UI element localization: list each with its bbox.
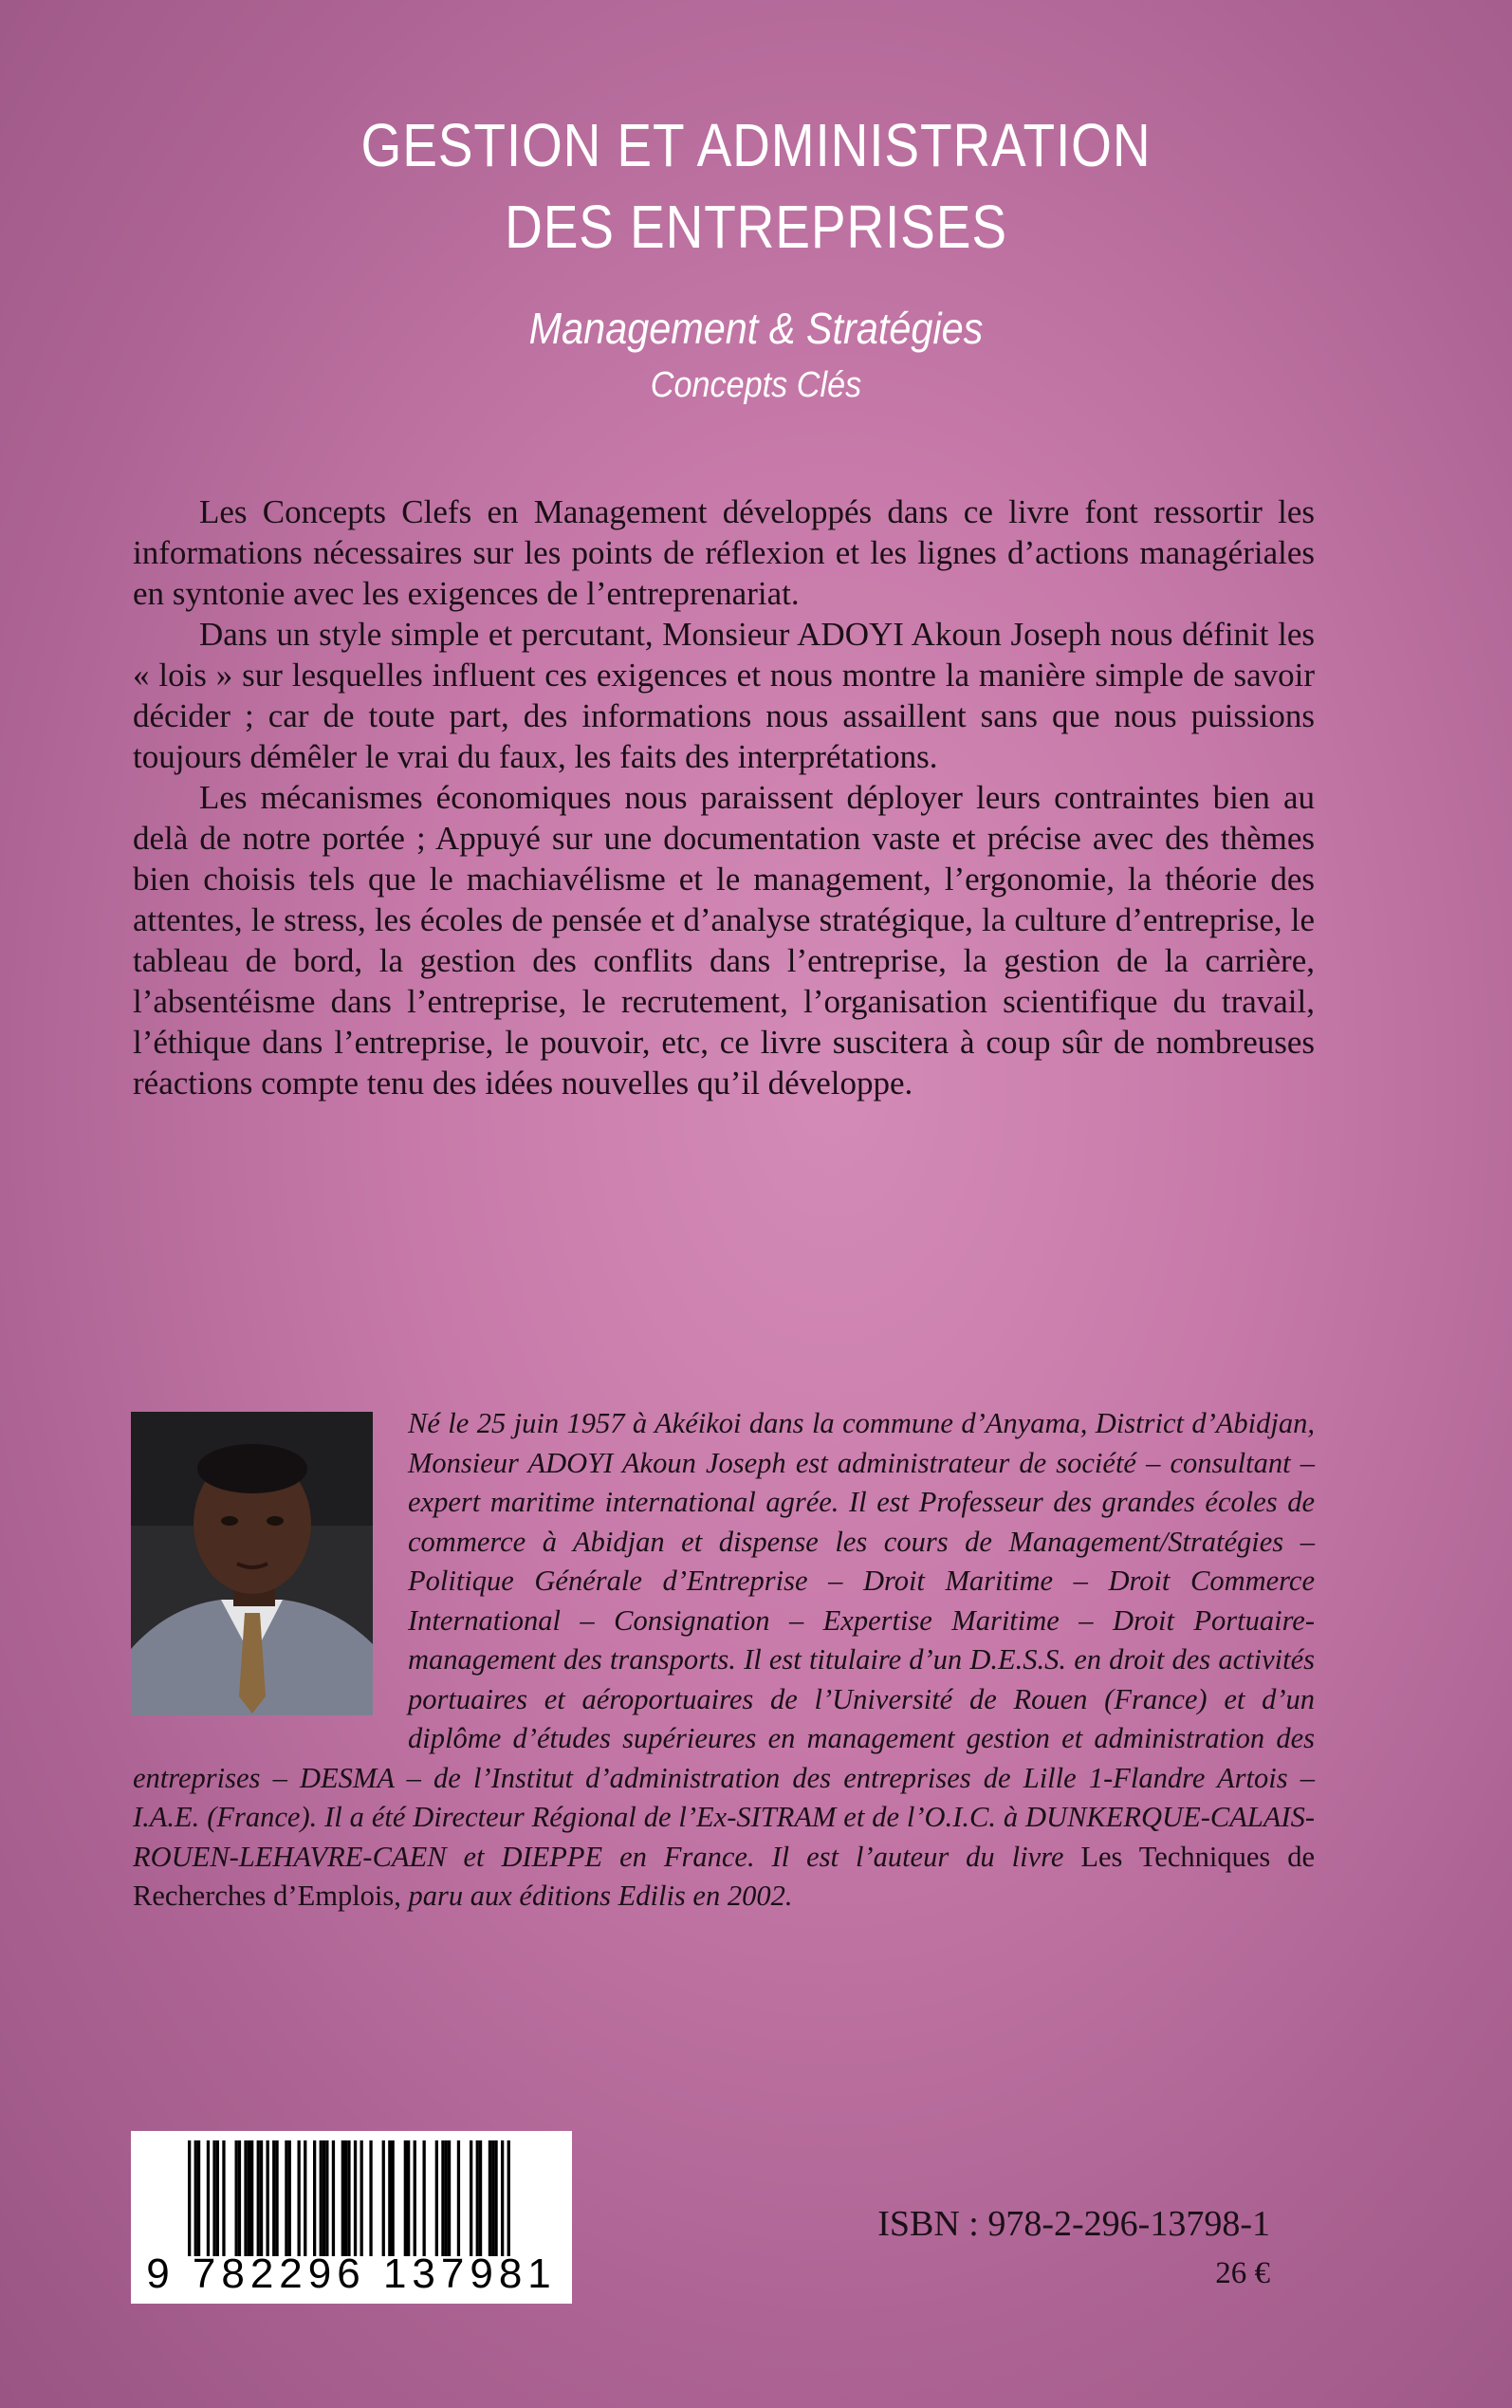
barcode-bar xyxy=(248,2140,250,2256)
barcode-bar xyxy=(479,2140,482,2256)
title-line-1: GESTION ET ADMINISTRATION xyxy=(360,111,1152,179)
barcode-bar xyxy=(392,2140,395,2256)
barcode-bar xyxy=(347,2140,350,2256)
barcode-bar xyxy=(507,2140,510,2256)
barcode-bar xyxy=(382,2140,385,2256)
barcode-bar xyxy=(304,2140,306,2256)
barcode-bar xyxy=(344,2140,347,2256)
title-line-2: DES ENTREPRISES xyxy=(505,193,1007,261)
barcode-bar xyxy=(489,2140,491,2256)
barcode-bar xyxy=(491,2140,494,2256)
barcode-bar xyxy=(260,2140,263,2256)
barcode-digits: 9 782296 137981 xyxy=(146,2251,557,2297)
isbn: ISBN : 978-2-296-13798-1 xyxy=(877,2204,1270,2244)
subtitle: Management & Stratégies xyxy=(528,304,984,353)
barcode-bar xyxy=(250,2140,253,2256)
barcode-bar xyxy=(354,2140,357,2256)
barcode-bar xyxy=(222,2140,225,2256)
barcode-bar xyxy=(197,2140,200,2256)
barcode-bar xyxy=(414,2140,416,2256)
barcode-bar xyxy=(320,2140,323,2256)
barcode-bar xyxy=(435,2140,438,2256)
barcode-bar xyxy=(272,2140,275,2256)
barcode-bar xyxy=(360,2140,363,2256)
blurb xyxy=(133,491,1315,1103)
barcode-bar xyxy=(207,2140,210,2256)
barcode-bar xyxy=(441,2140,444,2256)
barcode-bar xyxy=(244,2140,247,2256)
barcode-bars xyxy=(131,2140,572,2264)
barcode-bar xyxy=(448,2140,451,2256)
barcode-bar xyxy=(313,2140,316,2256)
barcode-bar xyxy=(388,2140,391,2256)
barcode-bar xyxy=(257,2140,260,2256)
barcode xyxy=(131,2131,572,2304)
barcode-bar xyxy=(445,2140,448,2256)
barcode-bar xyxy=(288,2140,291,2256)
author-bio xyxy=(133,1404,1315,1917)
barcode-bar xyxy=(212,2140,215,2256)
barcode-bar xyxy=(188,2140,191,2256)
barcode-bar xyxy=(341,2140,344,2256)
barcode-bar xyxy=(476,2140,479,2256)
price: 26 € xyxy=(1215,2256,1270,2290)
barcode-bar xyxy=(494,2140,497,2256)
barcode-bar xyxy=(407,2140,410,2256)
barcode-bar xyxy=(238,2140,241,2256)
barcode-bar xyxy=(235,2140,238,2256)
bio-text: Né le 25 juin 1957 à Akéikoi dans la commune d’Anyama, District d’Abidjan, Monsieur ADOYI Akoun Joseph est administrateur de société – consultant – expert maritime international agrée. Il est Professeur des grandes écoles de commerce à Abidjan et dispense les cours de Management/Stratégies – Politique Générale d’Entreprise – Droit Maritime – Droit Commerce International – Consignation – Expertise Maritime – Droit Portuaire-management des transports. Il est titulaire d’un D.E.S.S. en droit des activités portuaires et aéroportuaires de l’Université de Rouen (France) et d’un diplôme d’études supérieures en management gestion et administration des entreprises – DESMA – de l’Institut d’administration des entreprises de Lille 1-Flandre Artois – I.A.E. (France). Il a été Directeur Régional de l’Ex-SITRAM et de l’O.I.C. à DUNKERQUE-CALAIS-ROUEN-LEHAVRE-CAEN et DIEPPE en France. Il est l’auteur du livre xyxy=(133,1407,1315,1873)
blurb-paragraph: Les Concepts Clefs en Management développés dans ce livre font ressortir les informations nécessaires sur les points de réflexion et les lignes d’actions managériales en syntonie avec les exigences de l’entreprenariat. xyxy=(133,493,1315,612)
bio-text-end: paru aux éditions Edilis en 2002. xyxy=(408,1880,793,1912)
barcode-bar xyxy=(275,2140,278,2256)
barcode-bar xyxy=(267,2140,269,2256)
subtitle-concepts: Concepts Clés xyxy=(650,365,862,405)
barcode-bar xyxy=(457,2140,460,2256)
blurb-paragraph: Dans un style simple et percutant, Monsieur ADOYI Akoun Joseph nous définit les « lois » sur lesquelles influent ces exigences et nous montre la manière simple de savoir décider ; car de toute part, des informations nous assaillent sans que nous puissions toujours démêler le vrai du faux, les faits des interprétations. xyxy=(133,616,1315,775)
bio-book-title: Les Techniques de Recherches d’Emplois, xyxy=(133,1840,1316,1912)
barcode-bar xyxy=(470,2140,472,2256)
barcode-bar xyxy=(501,2140,504,2256)
barcode-bar xyxy=(216,2140,219,2256)
barcode-bar xyxy=(404,2140,407,2256)
blurb-paragraph: Les mécanismes économiques nous paraissent déployer leurs contraintes bien au delà de notre portée ; Appuyé sur une documentation vaste et précise avec des thèmes bien choisis tels que le machiavélisme et le management, l’ergonomie, la théorie des attentes, le stress, les écoles de pensée et d’analyse stratégique, la culture d’entreprise, le tableau de bord, la gestion des conflits dans l’entreprise, la gestion de la carrière, l’absentéisme dans l’entreprise, le recrutement, l’organisation scientifique du travail, l’éthique dans l’entreprise, le pouvoir, etc, ce livre suscitera à coup sûr de nombreuses réactions compte tenu des idées nouvelles qu’il développe. xyxy=(133,779,1315,1102)
barcode-bar xyxy=(332,2140,335,2256)
book-title xyxy=(106,104,1407,268)
barcode-bar xyxy=(285,2140,287,2256)
barcode-bar xyxy=(194,2140,197,2256)
barcode-bar xyxy=(325,2140,328,2256)
barcode-bar xyxy=(298,2140,301,2256)
photo-spacer xyxy=(133,1404,408,1725)
barcode-bar xyxy=(323,2140,325,2256)
barcode-bar xyxy=(369,2140,372,2256)
barcode-bar xyxy=(423,2140,426,2256)
